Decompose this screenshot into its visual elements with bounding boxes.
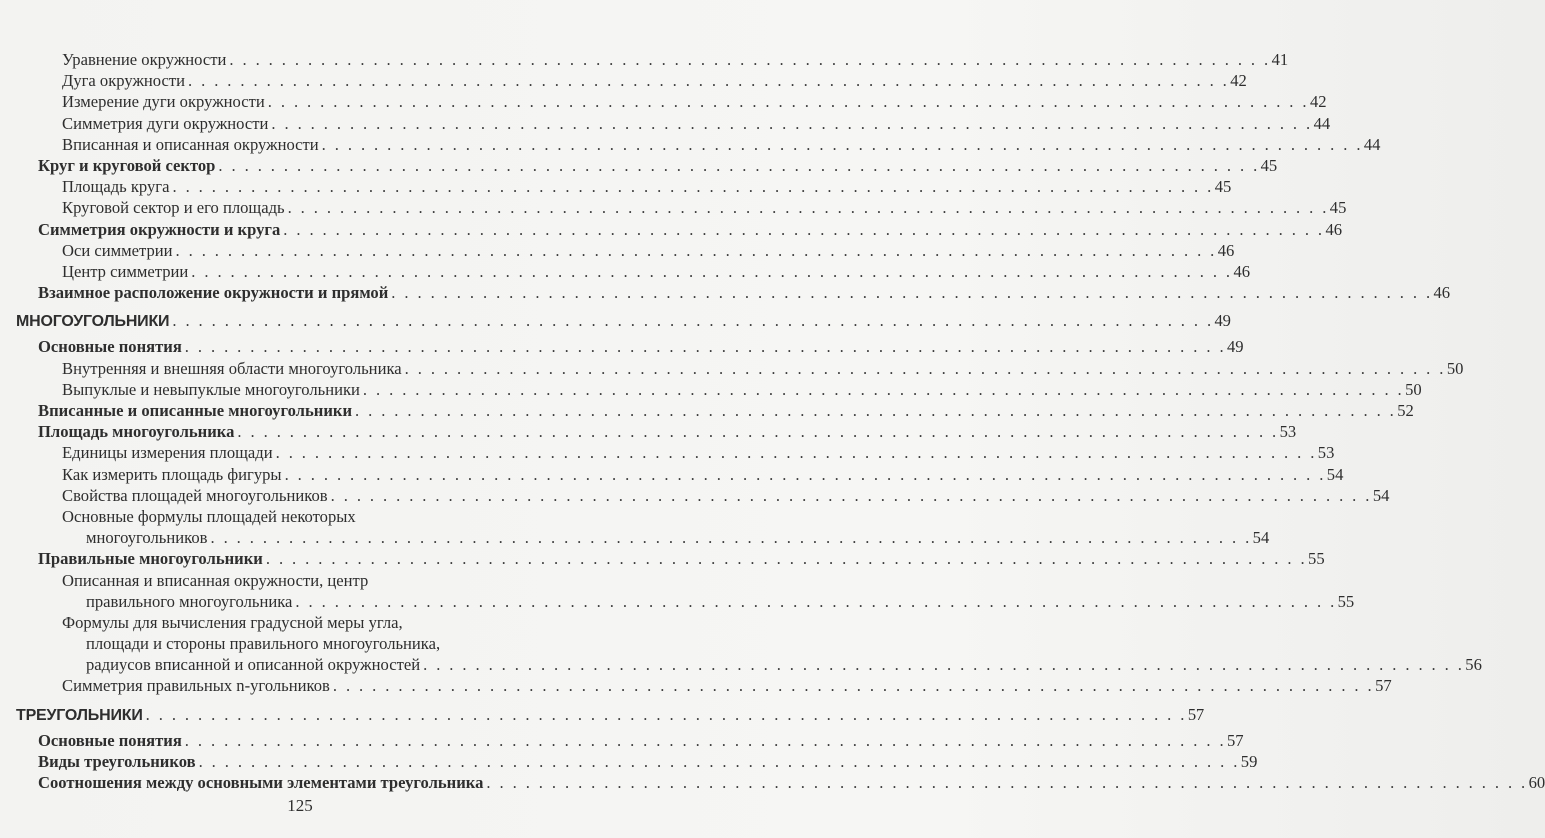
toc-entry-page: 52	[1397, 401, 1414, 420]
toc-entry-page: 45	[1214, 177, 1232, 197]
toc-entry	[0, 261, 1251, 282]
toc-section-heading	[0, 310, 1231, 331]
toc-entry-title: Взаимное расположение окружности и прямой	[38, 283, 389, 303]
toc-entry-page: 60	[1528, 773, 1545, 793]
toc-entry-title: Правильные многоугольники	[38, 549, 263, 569]
dot-leader: . . . . . . . . . . . . . . . . . . . . . . . . . . . . . . . . . . . . . . . . . . . . . . . . . . . . . . . . . . . . . . . . . . . . . . . . . . . . . . . .	[229, 50, 1271, 69]
toc-entry-page: 46	[1217, 240, 1235, 260]
toc-entry	[0, 633, 570, 654]
toc-section-heading	[0, 704, 1205, 725]
toc-entry	[0, 197, 1347, 218]
toc-entry-page: 57	[1375, 676, 1392, 696]
dot-leader: . . . . . . . . . . . . . . . . . . . . . . . . . . . . . . . . . . . . . . . . . . . . . . . . . . . . . . . . . . . . . . . . . . . . . . . . . . . . . . . .	[295, 591, 1337, 611]
toc-entry	[0, 442, 1335, 463]
toc-entry	[0, 548, 1325, 569]
dot-leader: . . . . . . . . . . . . . . . . . . . . . . . . . . . . . . . . . . . . . . . . . . . . . . . . . . . . . . . . . . . . . . . . . . . . . . . . . . . . . . . .	[275, 443, 1317, 463]
toc-entry-title: Круг и круговой сектор	[38, 155, 216, 175]
toc-entry-title: МНОГОУГОЛЬНИКИ	[16, 313, 170, 331]
toc-entry-page: 54	[1252, 528, 1270, 548]
toc-entry-title: радиусов вписанной и описанной окружностей	[86, 655, 421, 675]
toc-entry-title: Свойства площадей многоугольников	[62, 485, 328, 505]
dot-leader: . . . . . . . . . . . . . . . . . . . . . . . . . . . . . . . . . . . . . . . . . . . . . . . . . . . . . . . . . . . . . . . . . . . . . . . . . . . . . . . .	[267, 92, 1309, 112]
toc-entry	[0, 219, 1343, 240]
toc-entry	[0, 400, 1414, 421]
toc-entry-title: Вписанная и описанная окружности	[62, 134, 319, 154]
toc-entry-page: 42	[1230, 71, 1247, 91]
dot-leader: . . . . . . . . . . . . . . . . . . . . . . . . . . . . . . . . . . . . . . . . . . . . . . . . . . . . . . . . . . . . . . . . . . . . . . . . . . . . . . . .	[210, 528, 1252, 548]
toc-entry-page: 44	[1313, 113, 1331, 133]
toc-entry	[0, 176, 1232, 197]
toc-entry-page: 55	[1308, 549, 1325, 569]
toc-entry	[0, 70, 1247, 91]
toc-entry	[0, 612, 546, 633]
toc-entry-title: Основные понятия	[38, 730, 182, 750]
toc-entry-title: Уравнение окружности	[62, 50, 227, 69]
toc-entry	[0, 485, 1390, 506]
toc-entry-page: 57	[1227, 730, 1244, 750]
toc-entry-title: правильного многоугольника	[86, 591, 293, 611]
toc-entry-title: Как измерить площадь фигуры	[62, 464, 282, 484]
toc-entry-page: 41	[1271, 50, 1289, 69]
toc-entry	[0, 358, 1464, 379]
table-of-contents	[0, 49, 1545, 793]
dot-leader: . . . . . . . . . . . . . . . . . . . . . . . . . . . . . . . . . . . . . . . . . . . . . . . . . . . . . . . . . . . . . . . . . . . . . . . . . . . . . . . .	[237, 422, 1279, 442]
toc-entry-title: Основные понятия	[38, 337, 182, 357]
dot-leader: . . . . . . . . . . . . . . . . . . . . . . . . . . . . . . . . . . . . . . . . . . . . . . . . . . . . . . . . . . . . . . . . . . . . . . . . . . . . . . . .	[404, 358, 1446, 378]
toc-entry-title: Внутренняя и внешняя области многоугольника	[62, 358, 402, 378]
toc-entry-page: 44	[1363, 134, 1381, 154]
dot-leader: . . . . . . . . . . . . . . . . . . . . . . . . . . . . . . . . . . . . . . . . . . . . . . . . . . . . . . . . . . . . . . . . . . . . . . . . . . . . . . . .	[172, 311, 1214, 331]
toc-entry-page: 50	[1446, 358, 1464, 378]
dot-leader: . . . . . . . . . . . . . . . . . . . . . . . . . . . . . . . . . . . . . . . . . . . . . . . . . . . . . . . . . . . . . . . . . . . . . . . . . . . . . . . .	[287, 198, 1329, 218]
toc-entry-page: 46	[1233, 261, 1251, 281]
toc-entry-page: 49	[1227, 337, 1244, 357]
dot-leader: . . . . . . . . . . . . . . . . . . . . . . . . . . . . . . . . . . . . . . . . . . . . . . . . . . . . . . . . . . . . . . . . . . . . . . . . . . . . . . . .	[145, 704, 1187, 724]
dot-leader: . . . . . . . . . . . . . . . . . . . . . . . . . . . . . . . . . . . . . . . . . . . . . . . . . . . . . . . . . . . . . . . . . . . . . . . . . . . . . . . .	[172, 177, 1214, 197]
toc-entry	[0, 421, 1297, 442]
toc-entry	[0, 282, 1451, 303]
dot-leader: . . . . . . . . . . . . . . . . . . . . . . . . . . . . . . . . . . . . . . . . . . . . . . . . . . . . . . . . . . . . . . . . . . . . . . . . . . . . . . . .	[283, 219, 1325, 239]
toc-entry-title: Виды треугольников	[38, 752, 196, 771]
toc-entry-page: 45	[1329, 198, 1347, 218]
dot-leader: . . . . . . . . . . . . . . . . . . . . . . . . . . . . . . . . . . . . . . . . . . . . . . . . . . . . . . . . . . . . . . . . . . . . . . . . . . . . . . . .	[284, 464, 1326, 484]
toc-entry	[0, 464, 1344, 485]
toc-entry	[0, 591, 1355, 612]
page-number: 125	[287, 796, 313, 815]
toc-entry-page: 59	[1240, 752, 1258, 771]
toc-entry-page: 55	[1337, 591, 1355, 611]
dot-leader: . . . . . . . . . . . . . . . . . . . . . . . . . . . . . . . . . . . . . . . . . . . . . . . . . . . . . . . . . . . . . . . . . . . . . . . . . . . . . . . .	[330, 485, 1372, 505]
toc-entry-title: Круговой сектор и его площадь	[62, 198, 285, 218]
toc-entry-title: Симметрия окружности и круга	[38, 219, 281, 239]
toc-entry-title: Оси симметрии	[62, 240, 173, 260]
toc-entry-title: Основные формулы площадей некоторых	[62, 506, 356, 526]
dot-leader: . . . . . . . . . . . . . . . . . . . . . . . . . . . . . . . . . . . . . . . . . . . . . . . . . . . . . . . . . . . . . . . . . . . . . . . . . . . . . . . .	[362, 379, 1405, 399]
toc-entry	[0, 113, 1331, 134]
toc-entry-title: Описанная и вписанная окружности, центр	[62, 570, 369, 590]
toc-entry-title: Выпуклые и невыпуклые многоугольники	[62, 379, 360, 399]
dot-leader: . . . . . . . . . . . . . . . . . . . . . . . . . . . . . . . . . . . . . . . . . . . . . . . . . . . . . . . . . . . . . . . . . . . . . . . . . . . . . . . .	[391, 283, 1433, 303]
toc-entry-page: 46	[1433, 283, 1451, 303]
toc-entry-page: 46	[1325, 219, 1343, 239]
dot-leader: . . . . . . . . . . . . . . . . . . . . . . . . . . . . . . . . . . . . . . . . . . . . . . . . . . . . . . . . . . . . . . . . . . . . . . . . . . . . . . . .	[184, 730, 1226, 750]
toc-entry-page: 57	[1187, 704, 1205, 724]
toc-entry-page: 50	[1405, 379, 1422, 399]
toc-entry	[0, 751, 1258, 772]
toc-entry	[0, 772, 1545, 793]
toc-entry	[0, 654, 1482, 675]
toc-entry-page: 53	[1317, 443, 1335, 463]
toc-entry-page: 49	[1214, 311, 1231, 331]
toc-entry-title: ТРЕУГОЛЬНИКИ	[16, 706, 143, 724]
toc-entry-page: 42	[1309, 92, 1327, 112]
toc-entry-title: Центр симметрии	[62, 261, 189, 281]
toc-entry	[0, 336, 1244, 357]
dot-leader: . . . . . . . . . . . . . . . . . . . . . . . . . . . . . . . . . . . . . . . . . . . . . . . . . . . . . . . . . . . . . . . . . . . . . . . . . . . . . . . .	[175, 240, 1217, 260]
toc-entry	[0, 506, 546, 527]
toc-entry-page: 54	[1326, 464, 1344, 484]
toc-entry	[0, 49, 1289, 70]
toc-entry-title: Формулы для вычисления градусной меры угла,	[62, 612, 403, 632]
toc-entry-title: Измерение дуги окружности	[62, 92, 265, 112]
dot-leader: . . . . . . . . . . . . . . . . . . . . . . . . . . . . . . . . . . . . . . . . . . . . . . . . . . . . . . . . . . . . . . . . . . . . . . . . . . . . . . . .	[191, 261, 1233, 281]
toc-entry-page: 54	[1372, 485, 1390, 505]
toc-entry-title: многоугольников	[86, 528, 208, 548]
dot-leader: . . . . . . . . . . . . . . . . . . . . . . . . . . . . . . . . . . . . . . . . . . . . . . . . . . . . . . . . . . . . . . . . . . . . . . . . . . . . . . . .	[198, 752, 1240, 771]
toc-entry	[0, 379, 1422, 400]
toc-entry-title: Симметрия дуги окружности	[62, 113, 269, 133]
toc-entry	[0, 134, 1381, 155]
toc-entry	[0, 240, 1235, 261]
toc-entry-title: Дуга окружности	[62, 71, 186, 91]
dot-leader: . . . . . . . . . . . . . . . . . . . . . . . . . . . . . . . . . . . . . . . . . . . . . . . . . . . . . . . . . . . . . . . . . . . . . . . . . . . . . . . .	[265, 549, 1308, 569]
dot-leader: . . . . . . . . . . . . . . . . . . . . . . . . . . . . . . . . . . . . . . . . . . . . . . . . . . . . . . . . . . . . . . . . . . . . . . . . . . . . . . . .	[184, 337, 1226, 357]
toc-entry-title: Симметрия правильных n-угольников	[62, 676, 330, 696]
dot-leader: . . . . . . . . . . . . . . . . . . . . . . . . . . . . . . . . . . . . . . . . . . . . . . . . . . . . . . . . . . . . . . . . . . . . . . . . . . . . . . . .	[486, 773, 1528, 793]
toc-entry-title: Вписанные и описанные многоугольники	[38, 401, 353, 420]
dot-leader: . . . . . . . . . . . . . . . . . . . . . . . . . . . . . . . . . . . . . . . . . . . . . . . . . . . . . . . . . . . . . . . . . . . . . . . . . . . . . . . .	[355, 401, 1397, 420]
toc-entry	[0, 570, 546, 591]
toc-entry-page: 56	[1465, 655, 1482, 675]
dot-leader: . . . . . . . . . . . . . . . . . . . . . . . . . . . . . . . . . . . . . . . . . . . . . . . . . . . . . . . . . . . . . . . . . . . . . . . . . . . . . . . .	[321, 134, 1363, 154]
toc-entry	[0, 527, 1270, 548]
toc-entry-title: Единицы измерения площади	[62, 443, 273, 463]
toc-entry-title: Площадь многоугольника	[38, 422, 235, 442]
toc-entry-title: Соотношения между основными элементами треугольника	[38, 773, 484, 793]
toc-entry	[0, 675, 1392, 696]
dot-leader: . . . . . . . . . . . . . . . . . . . . . . . . . . . . . . . . . . . . . . . . . . . . . . . . . . . . . . . . . . . . . . . . . . . . . . . . . . . . . . . .	[218, 155, 1260, 175]
dot-leader: . . . . . . . . . . . . . . . . . . . . . . . . . . . . . . . . . . . . . . . . . . . . . . . . . . . . . . . . . . . . . . . . . . . . . . . . . . . . . . . .	[423, 655, 1465, 675]
dot-leader: . . . . . . . . . . . . . . . . . . . . . . . . . . . . . . . . . . . . . . . . . . . . . . . . . . . . . . . . . . . . . . . . . . . . . . . . . . . . . . . .	[332, 676, 1375, 696]
toc-entry-page: 53	[1279, 422, 1297, 442]
toc-entry	[0, 730, 1244, 751]
toc-entry	[0, 91, 1327, 112]
dot-leader: . . . . . . . . . . . . . . . . . . . . . . . . . . . . . . . . . . . . . . . . . . . . . . . . . . . . . . . . . . . . . . . . . . . . . . . . . . . . . . . .	[271, 113, 1313, 133]
dot-leader: . . . . . . . . . . . . . . . . . . . . . . . . . . . . . . . . . . . . . . . . . . . . . . . . . . . . . . . . . . . . . . . . . . . . . . . . . . . . . . . .	[188, 71, 1230, 91]
toc-entry-page: 45	[1260, 155, 1278, 175]
toc-entry	[0, 155, 1278, 176]
toc-entry-title: Площадь круга	[62, 177, 170, 197]
toc-entry-title: площади и стороны правильного многоугольника,	[86, 634, 441, 654]
